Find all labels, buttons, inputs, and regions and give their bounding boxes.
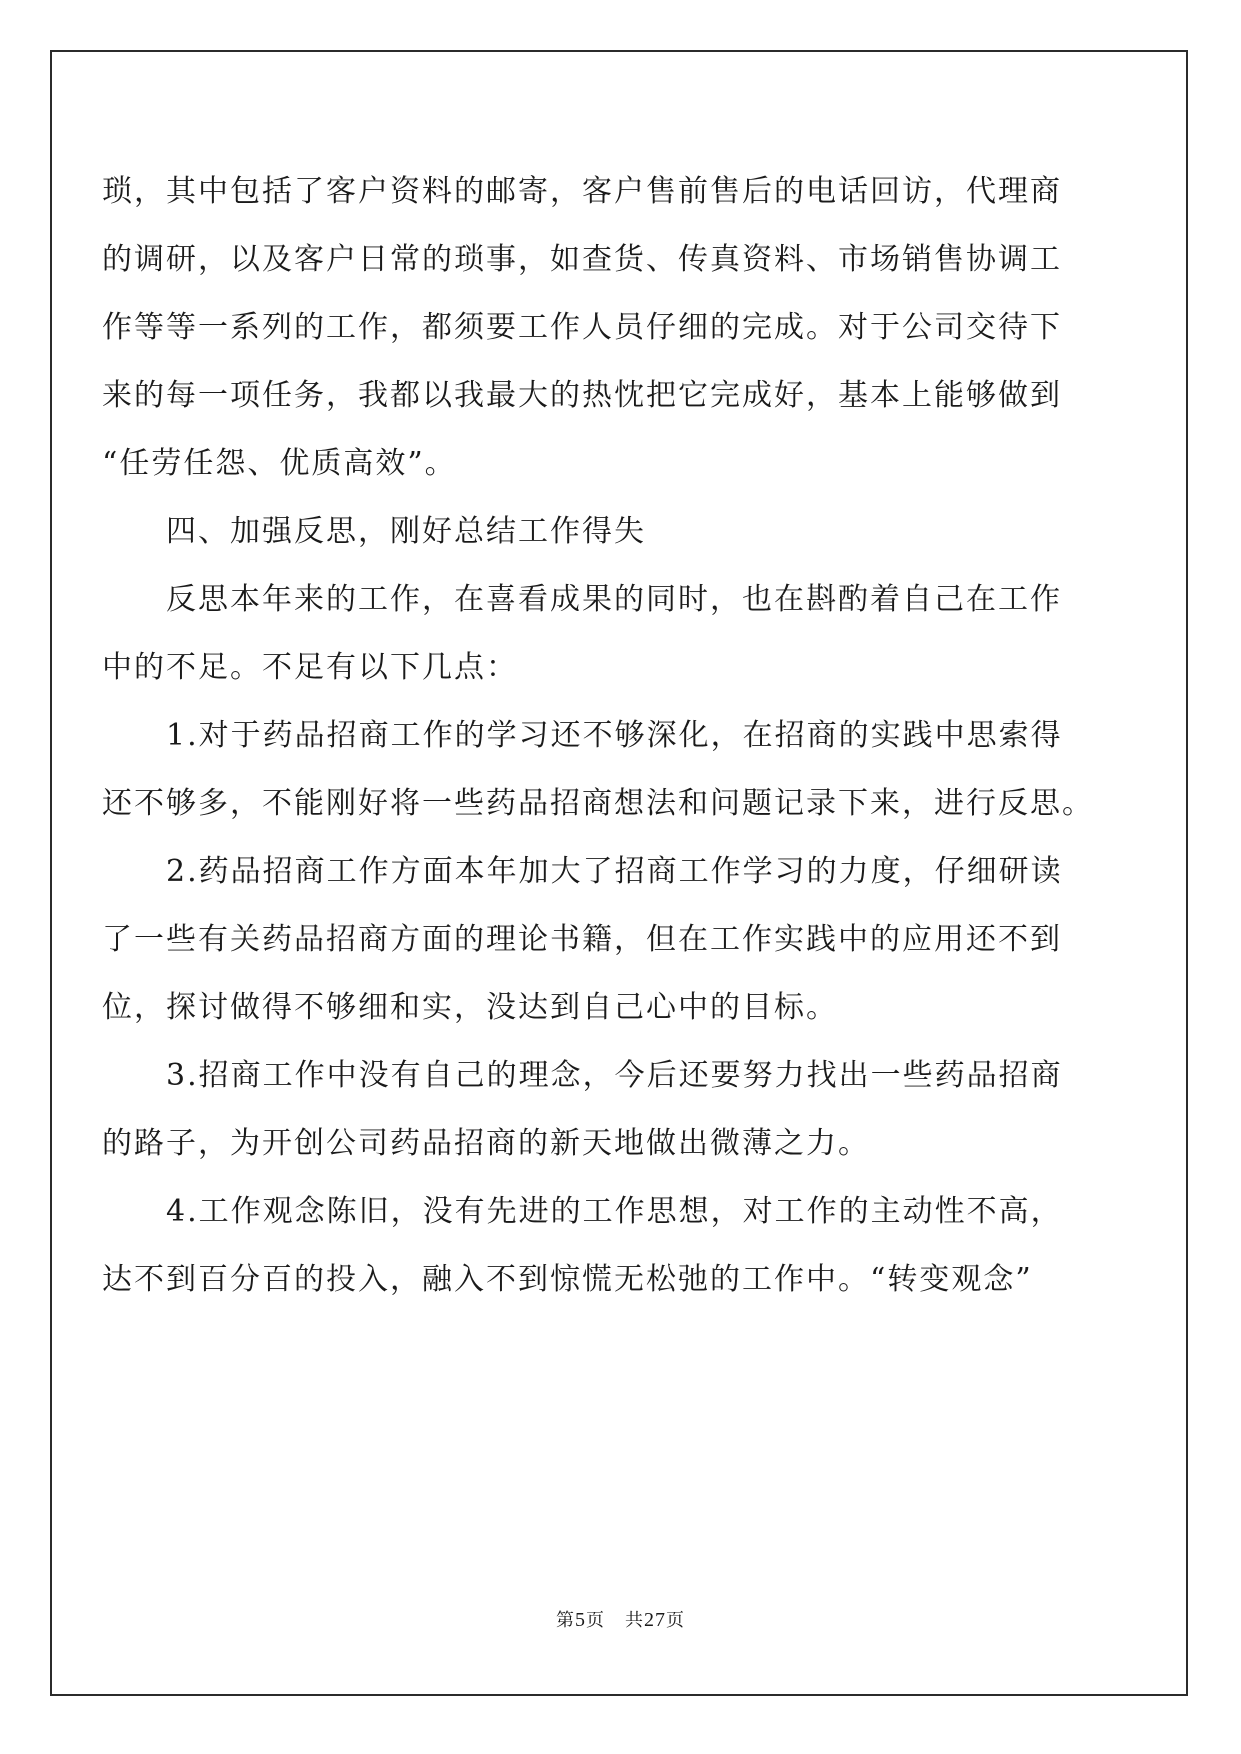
text-line-4: 来的每一项任务，我都以我最大的热忱把它完成好，基本上能够做到 (102, 378, 1062, 413)
list-item-4-line-2: 达不到百分百的投入，融入不到惊慌无松弛的工作中。“转变观念” (102, 1262, 1033, 1297)
text-line-7: 反思本年来的工作，在喜看成果的同时，也在斟酌着自己在工作 (166, 582, 1062, 617)
text-line-5: “任劳任怨、优质高效”。 (102, 446, 457, 481)
list-item-2-line-2: 了一些有关药品招商方面的理论书籍，但在工作实践中的应用还不到 (102, 922, 1062, 957)
page-footer (0, 1606, 1241, 1632)
section-heading: 四、加强反思，刚好总结工作得失 (166, 514, 646, 549)
total-prefix: 共 (625, 1610, 644, 1631)
text-line-3: 作等等一系列的工作，都须要工作人员仔细的完成。对于公司交待下 (102, 310, 1062, 345)
list-item-1-line-1: 1.对于药品招商工作的学习还不够深化，在招商的实践中思索得 (166, 718, 1063, 753)
list-item-3-line-1: 3.招商工作中没有自己的理念，今后还要努力找出一些药品招商 (166, 1058, 1063, 1093)
text-line-1: 琐，其中包括了客户资料的邮寄，客户售前售后的电话回访，代理商 (102, 174, 1062, 209)
page-suffix: 页 (586, 1610, 605, 1631)
list-item-2-line-3: 位，探讨做得不够细和实，没达到自己心中的目标。 (102, 990, 838, 1025)
page-number: 5 (575, 1609, 586, 1631)
document-body (102, 158, 1132, 1314)
list-item-1-line-2: 还不够多，不能刚好将一些药品招商想法和问题记录下来，进行反思。 (102, 786, 1094, 821)
total-pages: 27 (644, 1609, 666, 1631)
text-line-2: 的调研，以及客户日常的琐事，如查货、传真资料、市场销售协调工 (102, 242, 1062, 277)
text-line-8: 中的不足。不足有以下几点： (102, 650, 518, 685)
list-item-3-line-2: 的路子，为开创公司药品招商的新天地做出微薄之力。 (102, 1126, 870, 1161)
page-prefix: 第 (556, 1610, 575, 1631)
total-suffix: 页 (666, 1610, 685, 1631)
list-item-2-line-1: 2.药品招商工作方面本年加大了招商工作学习的力度，仔细研读 (166, 854, 1063, 889)
list-item-4-line-1: 4.工作观念陈旧，没有先进的工作思想，对工作的主动性不高， (166, 1194, 1063, 1229)
